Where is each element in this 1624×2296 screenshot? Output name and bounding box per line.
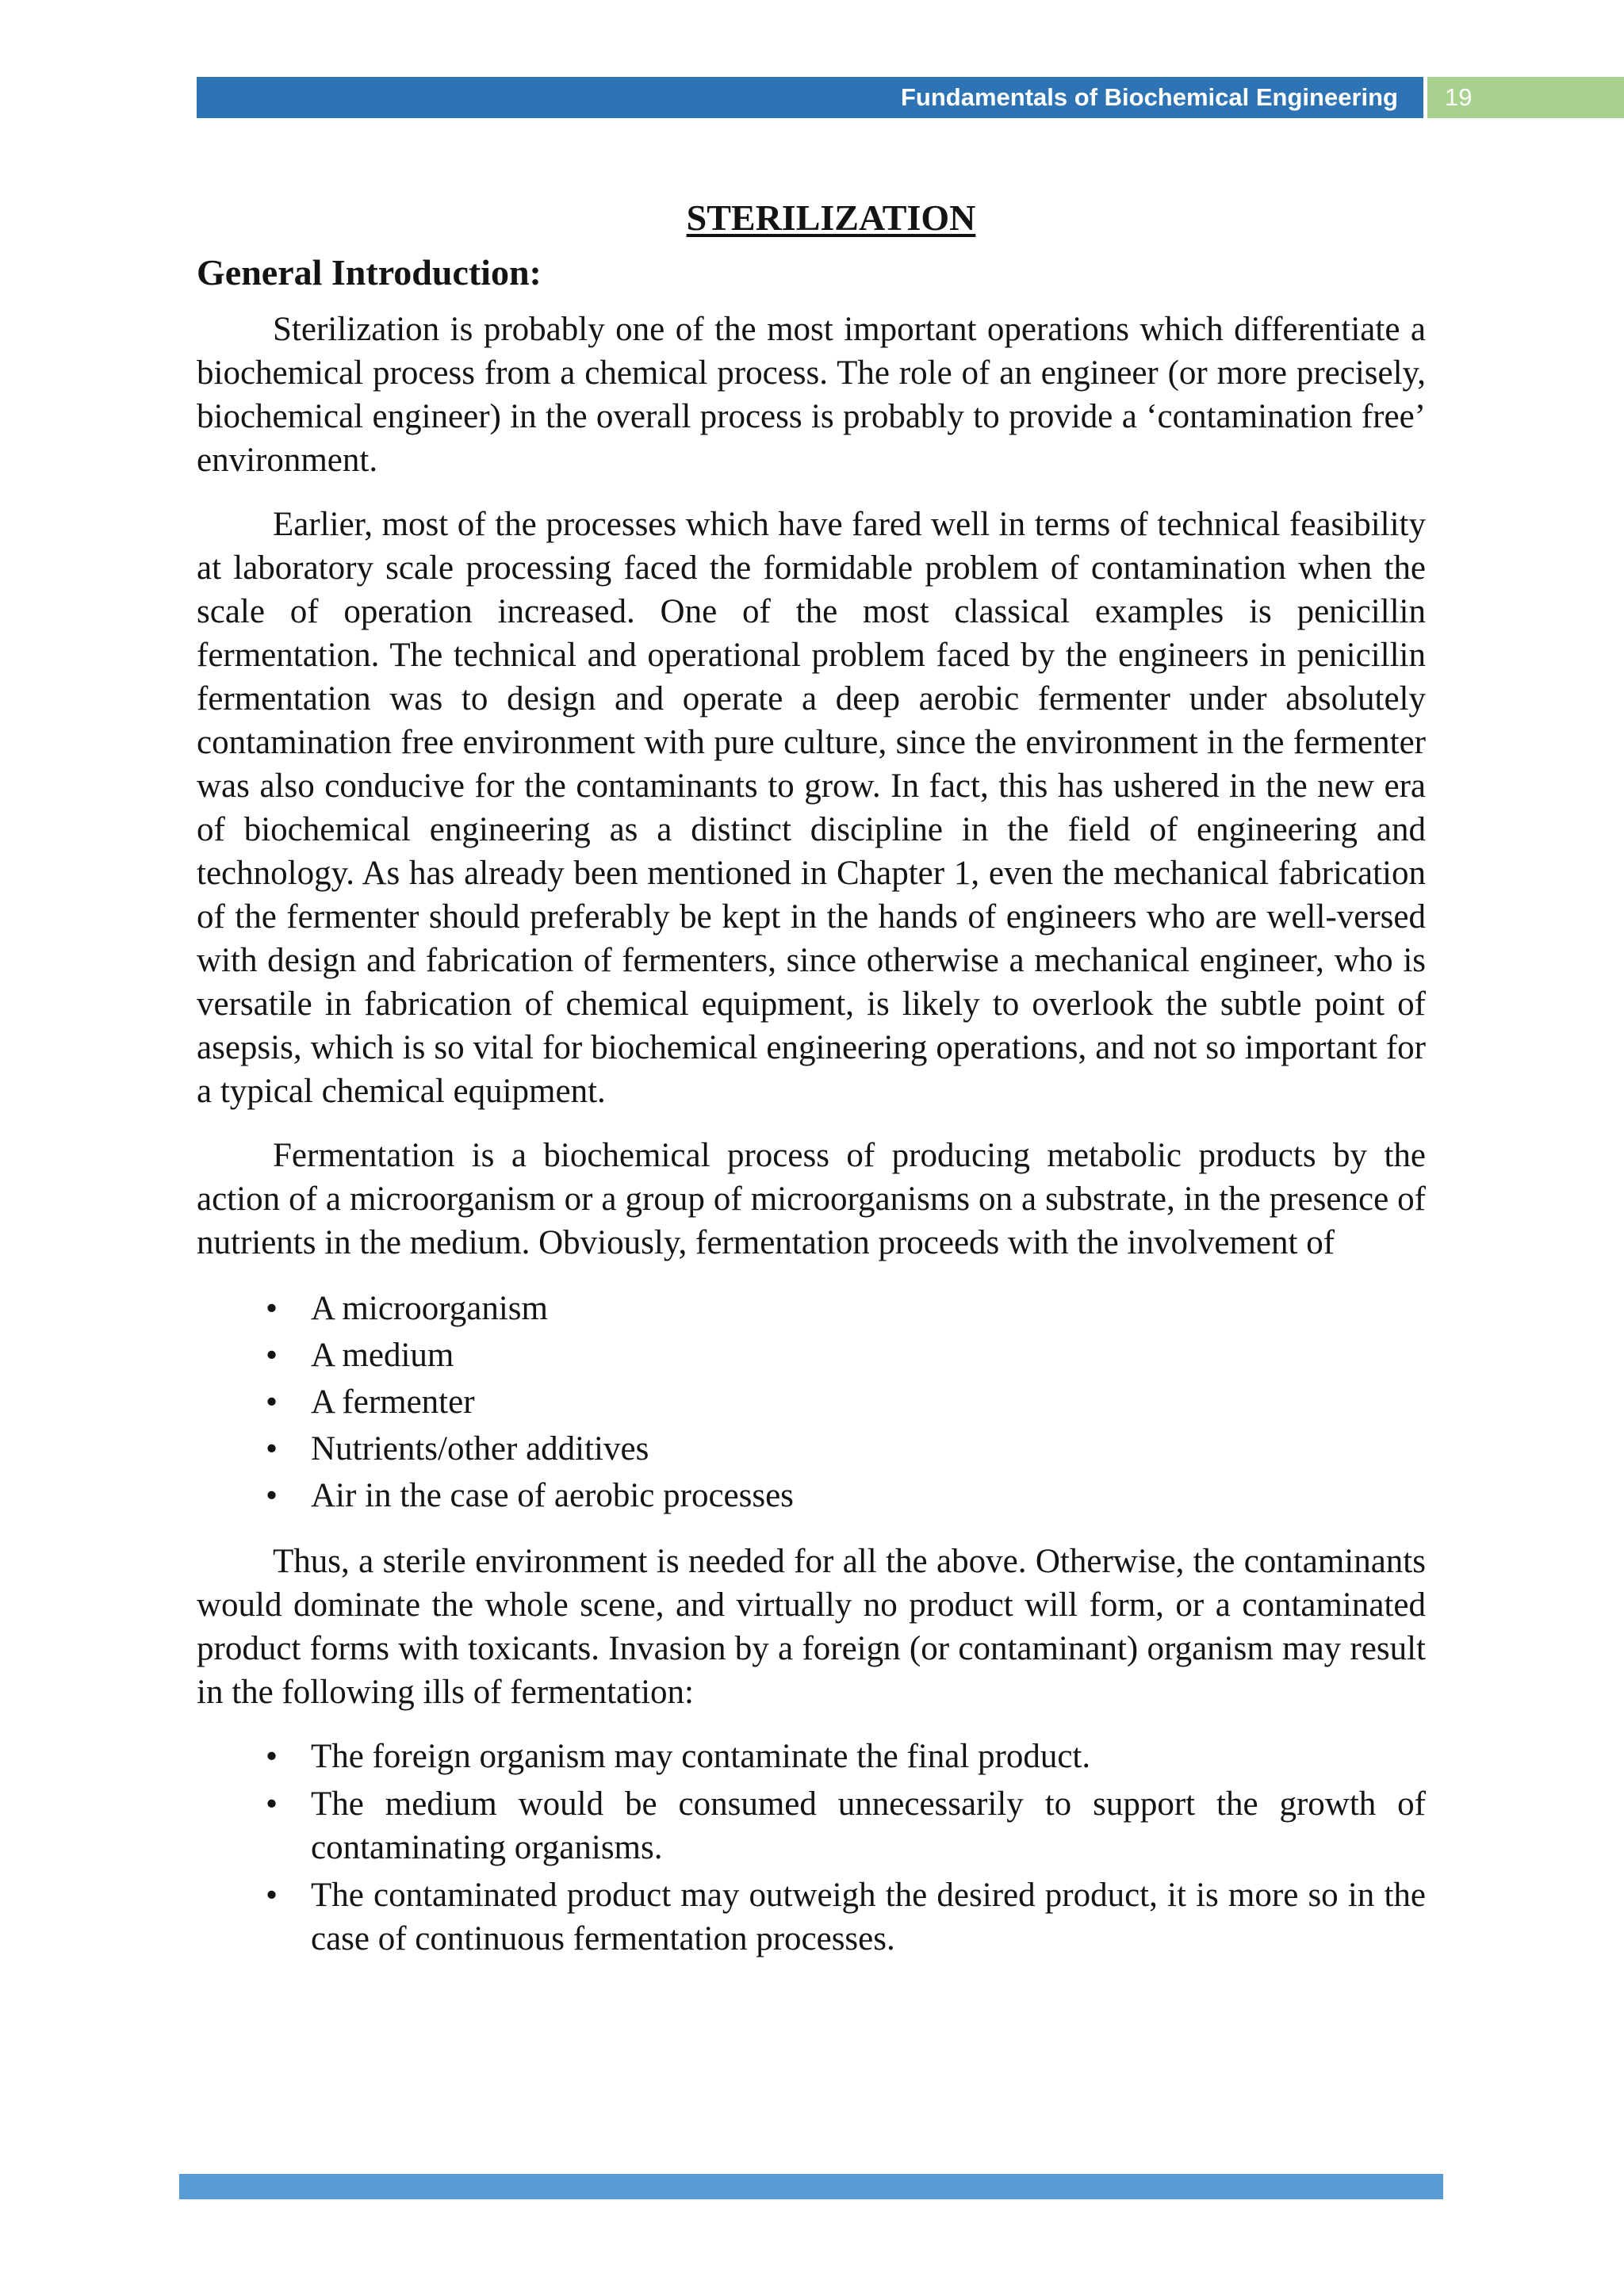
list-item <box>197 1735 1426 1778</box>
paragraph: Sterilization is probably one of the most important operations which differentiate a biochemical process from a chemical process. The role of an engineer (or more precisely, biochemical engineer) in the overall process is probably to provide a ‘contamination free’ environment. <box>197 311 1426 479</box>
footer-band <box>179 2174 1443 2199</box>
paragraph: Earlier, most of the processes which have fared well in terms of technical feasibility at laboratory scale processing faced the formidable problem of contamination when the scale of operation increased. One of the most classical examples is penicillin fermentation. The technical and operational problem faced by the engineers in penicillin fermentation was to design and operate a deep aerobic fermenter under absolutely contamination free environment with pure culture, since the environment in the fermenter was also conducive for the contaminants to grow. In fact, this has ushered in the new era of biochemical engineering as a distinct discipline in the field of engineering and technology. As has already been mentioned in Chapter 1, even the mechanical fabrication of the fermenter should preferably be kept in the hands of engineers who are well-versed with design and fabrication of fermenters, since otherwise a mechanical engineer, who is versatile in fabrication of chemical equipment, is likely to overlook the subtle point of asepsis, which is so vital for biochemical engineering operations, and not so important for a typical chemical equipment. <box>197 506 1426 1110</box>
list-item-text: A medium <box>311 1337 454 1374</box>
list-item-text: The foreign organism may contaminate the final product. <box>311 1738 1091 1775</box>
page-number: 19 <box>1445 83 1473 111</box>
paragraph: Thus, a sterile environment is needed for all the above. Otherwise, the contaminants would dominate the whole scene, and virtually no product will form, or a contaminated product forms with toxicants. Invasion by a foreign (or contaminant) organism may result in the following ills of fermentation: <box>197 1543 1426 1711</box>
section-heading: General Introduction: <box>197 252 542 293</box>
list-item <box>197 1379 1426 1425</box>
bullet-icon: • <box>266 1383 278 1421</box>
bullet-icon: • <box>266 1290 278 1327</box>
bullet-icon: • <box>266 1738 278 1775</box>
bullet-icon: • <box>266 1877 278 1914</box>
document-body <box>197 187 1426 1981</box>
list-item-text: Nutrients/other additives <box>311 1430 649 1468</box>
list-item <box>197 1332 1426 1379</box>
list-item-text: A microorganism <box>311 1290 548 1327</box>
list-item <box>197 1285 1426 1332</box>
list-item-text: The contaminated product may outweigh the desired product, it is more so in the case of continuous fermentation processes. <box>311 1877 1426 1957</box>
list-item <box>197 1472 1426 1519</box>
list-item-text: The medium would be consumed unnecessarily to support the growth of contaminating organisms. <box>311 1785 1426 1866</box>
bullet-icon: • <box>266 1785 278 1823</box>
list-item <box>197 1782 1426 1869</box>
list-item-text: Air in the case of aerobic processes <box>311 1477 794 1514</box>
list-item <box>197 1873 1426 1961</box>
list-item <box>197 1425 1426 1472</box>
bullet-icon: • <box>266 1337 278 1374</box>
bullet-icon: • <box>266 1430 278 1468</box>
bullet-icon: • <box>266 1477 278 1514</box>
chapter-title: STERILIZATION <box>686 197 976 238</box>
contamination-ills-list <box>197 1735 1426 1961</box>
paragraph: Fermentation is a biochemical process of producing metabolic products by the action of a microorganism or a group of microorganisms on a substrate, in the presence of nutrients in the medium. Obviously, fermentation proceeds with the involvement of <box>197 1137 1426 1261</box>
list-item-text: A fermenter <box>311 1383 475 1421</box>
fermentation-components-list <box>197 1285 1426 1519</box>
running-header-title: Fundamentals of Biochemical Engineering <box>901 83 1398 111</box>
